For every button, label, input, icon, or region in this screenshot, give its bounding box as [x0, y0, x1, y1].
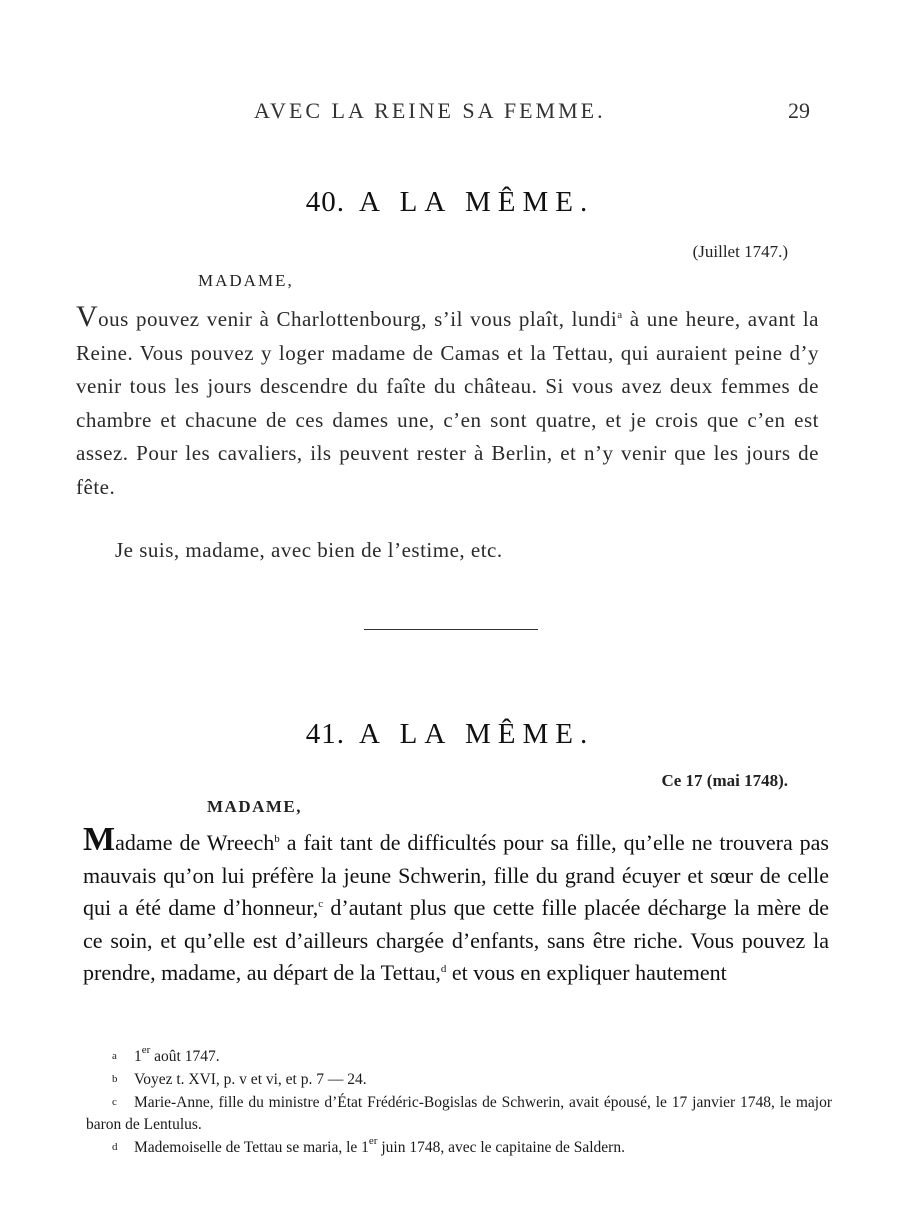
drop-cap: V: [76, 300, 99, 333]
section-divider: [364, 629, 538, 630]
letter-title: A LA MÊME.: [359, 186, 595, 218]
letter-number: 41.: [305, 718, 346, 750]
letter-40-salutation: MADAME,: [198, 271, 294, 290]
running-title: AVEC LA REINE SA FEMME.: [254, 98, 606, 123]
footnote-mark: d: [112, 1141, 118, 1153]
letter-number: 40.: [305, 186, 346, 218]
footnote-text: Marie-Anne, fille du ministre d’État Frédéric-Bogislas de Schwerin, avait épousé, le 17 janvier 1748, le major baron de Lentulus.: [86, 1094, 832, 1133]
letter-40-heading: [0, 186, 900, 219]
footnote-text: Mademoiselle de Tettau se maria, le 1er juin 1748, avec le capitaine de Saldern.: [134, 1135, 625, 1156]
letter-40-closing: Je suis, madame, avec bien de l’estime, etc.: [115, 538, 503, 562]
footnote-mark: a: [112, 1050, 117, 1062]
footnote-text: 1er août 1747.: [134, 1044, 220, 1065]
letter-40-text: ous pouvez venir à Charlottenbourg, s’il vous plaît, lundi$^a$ à une heure, avant la Reine. Vous pouvez y loger madame de Camas et la Tettau, qui auraient peine d’y venir tous les jours descendre du faîte du château. Si vous avez deux femmes de chambre et chacune de ces dames une, c’en sont quatre, et je crois que c’en est assez. Pour les cavaliers, ils peuvent rester à Berlin, et n’y venir que les jours de fête.: [76, 307, 819, 499]
letter-41-text: adame de Wreech$^b$ a fait tant de difficultés pour sa fille, qu’elle ne trouvera pas mauvais qu’on lui préfère la jeune Schwerin, fille du grand écuyer et sœur de celle qui a été dame d’honneur,$^c$ d’autant plus que cette fille placée décharge la mère de ce soin, et qu’elle est d’ailleurs chargée d’enfants, sans être riche. Vous pouvez la prendre, madame, au départ de la Tettau,$^d$ et vous en expliquer hautement: [83, 830, 829, 985]
drop-cap: M: [83, 821, 116, 858]
footnote-mark: c: [112, 1096, 117, 1108]
footnote-text: Voyez t. XVI, p. v et vi, et p. 7 — 24.: [134, 1071, 367, 1088]
page-number: 29: [788, 98, 810, 123]
letter-41-date: Ce 17 (mai 1748).: [661, 771, 788, 790]
letter-title: A LA MÊME.: [359, 718, 595, 750]
footnotes: [86, 1045, 832, 1159]
footnote: [86, 1045, 832, 1068]
letter-41-heading: [0, 718, 900, 751]
letter-40-body: [76, 300, 819, 504]
letter-40-date: (Juillet 1747.): [692, 242, 788, 261]
footnote: [86, 1091, 832, 1136]
footnote: [86, 1136, 832, 1159]
footnote: [86, 1068, 832, 1091]
footnote-mark: b: [112, 1073, 118, 1085]
letter-41-body: [83, 821, 829, 990]
running-head: [0, 98, 900, 128]
letter-41-salutation: MADAME,: [207, 797, 303, 816]
